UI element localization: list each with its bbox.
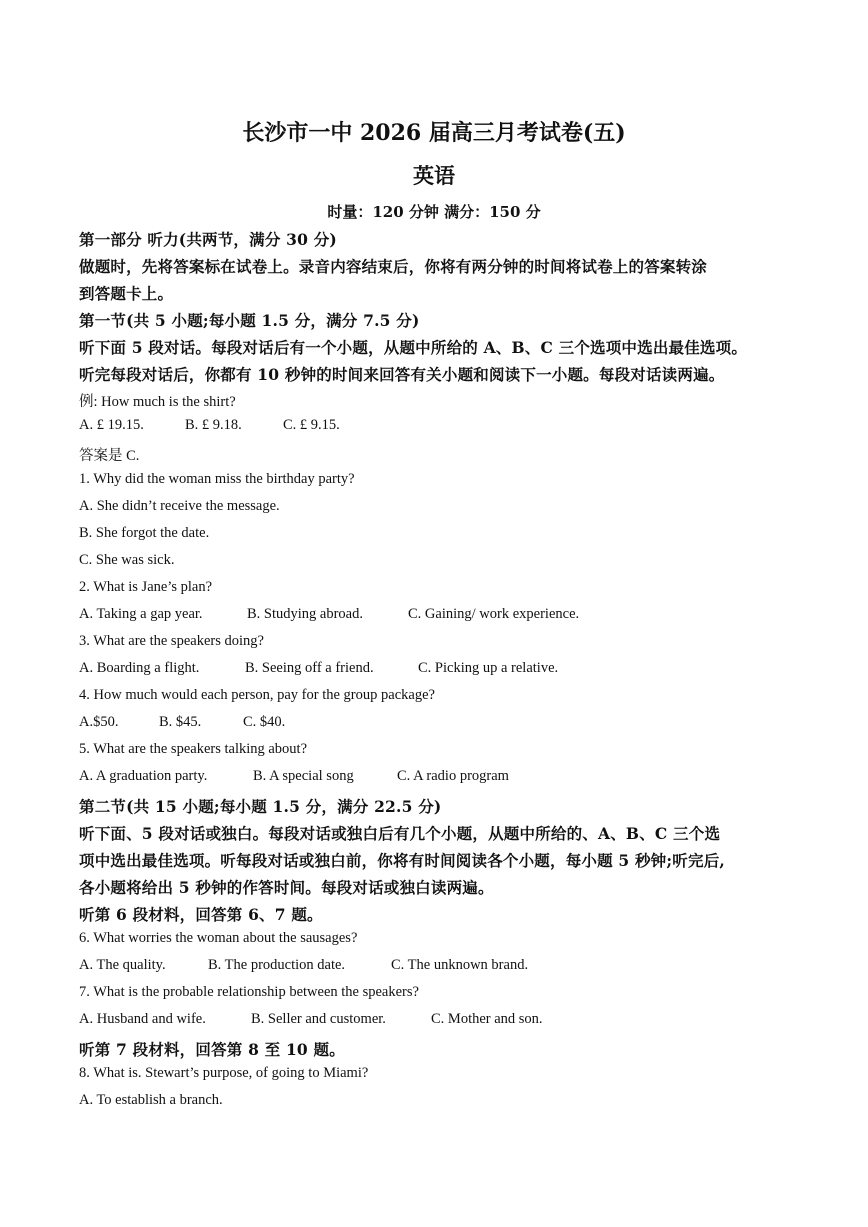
question-4-option-b: B. $45.	[159, 714, 202, 730]
question-6: 6. What worries the woman about the sausages?	[79, 930, 358, 946]
question-5-options	[79, 768, 509, 785]
question-3-options	[79, 660, 558, 677]
example-option-b: B. £ 9.18.	[185, 417, 242, 433]
example-options	[79, 417, 340, 434]
section1-heading: 第一节(共 5 小题;每小题 1.5 分，满分 7.5 分)	[79, 311, 420, 330]
exam-title: 长沙市一中 2026 届高三月考试卷(五)	[242, 120, 626, 146]
question-4-option-a: A.$50.	[79, 714, 119, 730]
question-2: 2. What is Jane’s plan?	[79, 579, 213, 595]
question-7-option-b: B. Seller and customer.	[251, 1011, 386, 1027]
question-8-option-a: A. To establish a branch.	[79, 1092, 223, 1108]
example-question: 例: How much is the shirt?	[79, 394, 236, 410]
question-1-option-a: A. She didn’t receive the message.	[79, 498, 280, 514]
question-4-option-c: C. $40.	[243, 714, 286, 730]
question-7-option-a: A. Husband and wife.	[79, 1011, 206, 1027]
material-6-heading: 听第 6 段材料，回答第 6、7 题。	[79, 905, 323, 924]
question-2-option-c: C. Gaining/ work experience.	[408, 606, 580, 622]
question-3-option-c: C. Picking up a relative.	[418, 660, 559, 676]
question-1-option-b: B. She forgot the date.	[79, 525, 210, 541]
question-7-options	[79, 1011, 543, 1028]
question-6-option-b: B. The production date.	[208, 957, 346, 973]
question-1: 1. Why did the woman miss the birthday party?	[79, 471, 355, 487]
question-5-option-c: C. A radio program	[397, 768, 509, 784]
question-7-option-c: C. Mother and son.	[431, 1011, 543, 1027]
section2-instruction-line2: 项中选出最佳选项。听每段对话或独白前，你将有时间阅读各个小题，每小题 5 秒钟;听完后,	[79, 851, 725, 870]
question-6-option-a: A. The quality.	[79, 957, 166, 973]
section1-instruction-line2: 听完每段对话后，你都有 10 秒钟的时间来回答有关小题和阅读下一小题。每段对话读两遍。	[79, 365, 725, 384]
example-option-a: A. £ 19.15.	[79, 417, 144, 433]
material-7-heading: 听第 7 段材料，回答第 8 至 10 题。	[79, 1040, 345, 1059]
part1-heading: 第一部分 听力(共两节，满分 30 分)	[79, 230, 337, 249]
question-3-option-a: A. Boarding a flight.	[79, 660, 200, 676]
question-6-options	[79, 957, 528, 974]
question-4-options	[79, 714, 285, 731]
section2-instruction-line3: 各小题将给出 5 秒钟的作答时间。每段对话或独白读两遍。	[79, 878, 494, 897]
section1-instruction-line1: 听下面 5 段对话。每段对话后有一个小题，从题中所给的 A、B、C 三个选项中选出最佳选项。	[79, 338, 748, 357]
part1-instruction-line1: 做题时，先将答案标在试卷上。录音内容结束后，你将有两分钟的时间将试卷上的答案转涂	[79, 257, 708, 276]
question-6-option-c: C. The unknown brand.	[391, 957, 529, 973]
subject-title: 英语	[413, 163, 455, 188]
question-5-option-b: B. A special song	[253, 768, 354, 784]
time-score-line: 时量：120 分钟 满分：150 分	[327, 203, 541, 221]
question-2-option-b: B. Studying abroad.	[247, 606, 363, 622]
question-5: 5. What are the speakers talking about?	[79, 741, 308, 757]
example-option-c: C. £ 9.15.	[283, 417, 340, 433]
question-8: 8. What is. Stewart’s purpose, of going to Miami?	[79, 1065, 369, 1081]
part1-instruction-line2: 到答题卡上。	[79, 284, 174, 303]
question-4: 4. How much would each person, pay for the group package?	[79, 687, 435, 703]
question-7: 7. What is the probable relationship between the speakers?	[79, 984, 419, 1000]
section2-heading: 第二节(共 15 小题;每小题 1.5 分，满分 22.5 分)	[79, 797, 442, 816]
example-answer: 答案是 C.	[79, 448, 140, 464]
question-5-option-a: A. A graduation party.	[79, 768, 208, 784]
question-2-option-a: A. Taking a gap year.	[79, 606, 203, 622]
question-3-option-b: B. Seeing off a friend.	[245, 660, 374, 676]
section2-instruction-line1: 听下面、5 段对话或独白。每段对话或独白后有几个小题，从题中所给的、A、B、C 三个选	[79, 824, 721, 843]
question-2-options	[79, 606, 579, 623]
question-1-option-c: C. She was sick.	[79, 552, 175, 568]
question-3: 3. What are the speakers doing?	[79, 633, 264, 649]
